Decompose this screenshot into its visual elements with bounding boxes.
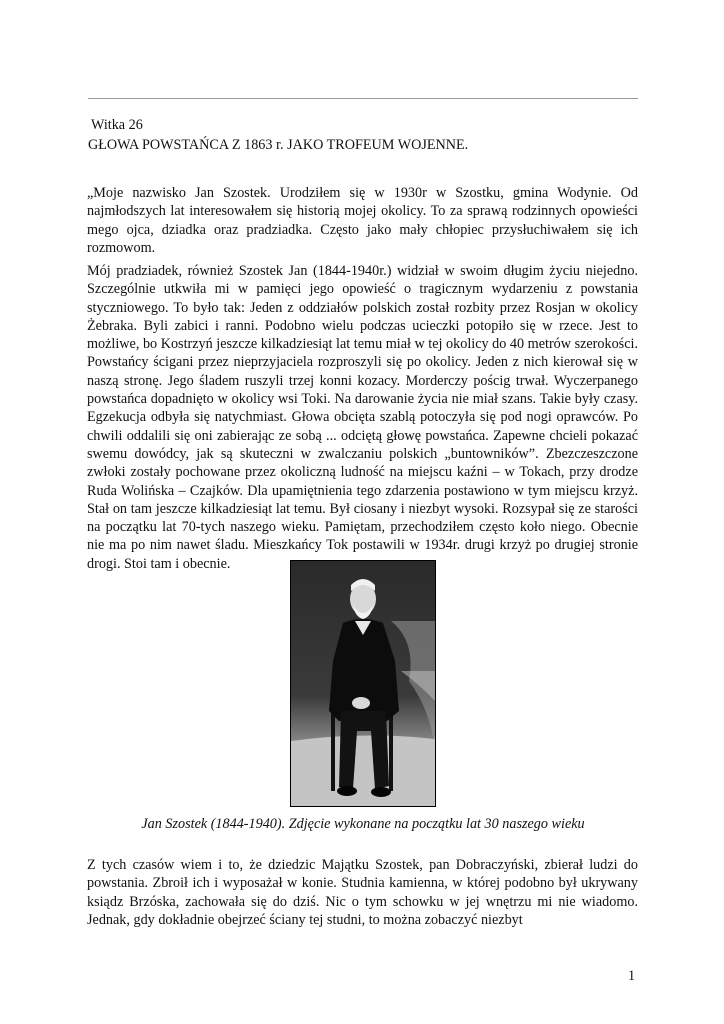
paragraph-intro: „Moje nazwisko Jan Szostek. Urodziłem się w 1930r w Szostku, gmina Wodynie. Od najmłodszych lat interesowałem się historią mojej okolicy. To za sprawą rodzinnych opowieści mego ojca, dziadka oraz pradziadka. Często jako mały chłopiec przysłuchiwałem się ich rozmowom. [87,185,638,256]
photo-caption: Jan Szostek (1844-1940). Zdjęcie wykonane na początku lat 30 naszego wieku [141,816,585,832]
portrait-photo [290,560,436,807]
page-number: 1 [628,968,636,984]
header-rule [88,98,638,99]
paragraph-continuation: Z tych czasów wiem i to, że dziedzic Majątku Szostek, pan Dobraczyński, zbierał ludzi do powstania. Zbroił ich i wyposażał w konie. Studnia kamienna, w której podobno był ukrywany ksiądz Brzóska, zachowała się do dziś. Nic o tym schowku w jej wnętrzu mi nie wiadomo. Jednak, gdy dokładnie obejrzeć ściany tej studni, to można zobaczyć niezbyt [87,857,638,928]
section-label: Witka 26 [91,117,143,133]
paragraph-story: Mój pradziadek, również Szostek Jan (1844-1940r.) widział w swoim długim życiu niejedno. Szczególnie utkwiła mi w pamięci jego opowieść o tragicznym wydarzeniu z powstania styczniowego. To było tak: Jeden z oddziałów polskich został rozbity przez Rosjan w okolicy Żebraka. Byli zabici i ranni. Podobno wielu podczas ucieczki potopiło się w rzece. Jest to możliwe, bo Kostrzyń jeszcze kilkadziesiąt lat temu miał w tej okolicy do 40 metrów szerokości. Powstańcy ścigani przez nieprzyjaciela rozproszyli się po okolicy. Jeden z nich kierował się w naszą stronę. Jego śladem ruszyli trzej konni kozacy. Morderczy pościg trwał. Wyczerpanego powstańca dopadnięto w okolicy wsi Toki. Na darowanie życia nie miał szans. Takie były czasy. Egzekucja odbyła się natychmiast. Głowa obcięta szablą potoczyła się pod nogi oprawców. Po chwili oddalili się oni zabierając ze sobą ... odciętą głowę powstańca. Zapewne chcieli pokazać swemu dowódcy, jak są skuteczni w zwalczaniu polskich „buntowników”. Zbezczeszczone zwłoki zostały pochowane przez okoliczną ludność na miejscu kaźni – w Tokach, przy drodze Ruda Wolińska – Czajków. Dla upamiętnienia tego zdarzenia postawiono w tym miejscu krzyż. Stał on tam jeszcze kilkadziesiąt lat temu. Był ciosany i niezbyt wysoki. Rozsypał się ze starości na początku lat 70-tych naszego wieku. Pamiętam, przechodziłem często koło niego. Obecnie nie ma po nim nawet śladu. Mieszkańcy Tok postawili w 1934r. drugi krzyż po drugiej stronie drogi. Stoi tam i obecnie. [87,263,638,572]
document-title: GŁOWA POWSTAŃCA Z 1863 r. JAKO TROFEUM WOJENNE. [88,137,469,153]
